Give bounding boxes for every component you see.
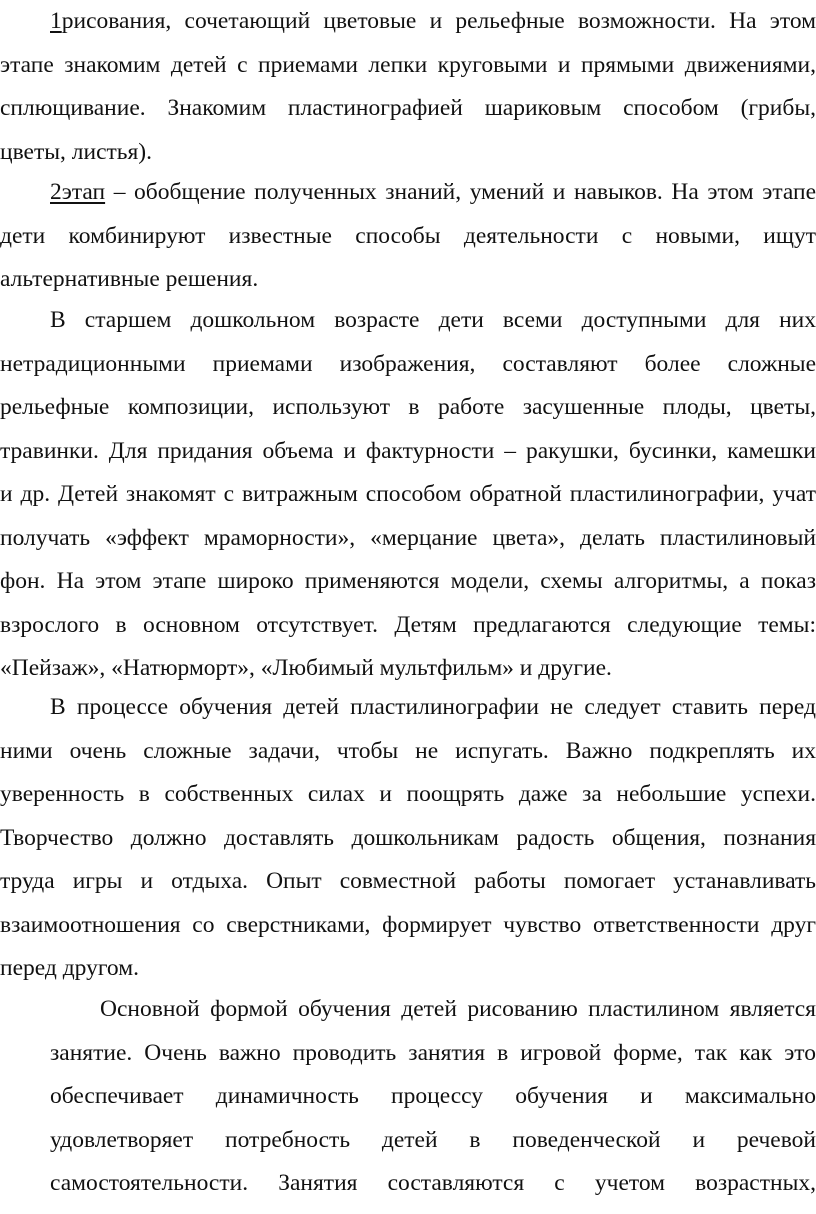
- stage-marker: 1: [50, 8, 62, 34]
- paragraph-line: дети комбинируют известные способы деятельности с новыми, ищут: [0, 222, 816, 249]
- paragraph-line: травинки. Для придания объема и фактурности – ракушки, бусинки, камешки: [0, 437, 816, 464]
- paragraph-line: труда игры и отдыха. Опыт совместной работы помогает устанавливать: [0, 868, 816, 894]
- paragraph-line: перед другом.: [0, 955, 139, 981]
- paragraph-5: [50, 988, 816, 1206]
- paragraph-line: Творчество должно доставлять дошкольникам радость общения, познания: [0, 824, 816, 851]
- paragraph-line: занятие. Очень важно проводить занятия в игровой форме, так как это: [50, 1039, 816, 1066]
- paragraph-line: рельефные композиции, используют в работе засушенные плоды, цветы,: [0, 394, 816, 420]
- paragraph-1: [0, 0, 816, 174]
- paragraph-line: В старшем дошкольном возрасте дети всеми доступными для них: [50, 307, 816, 333]
- paragraph-line: обеспечивает динамичность процессу обучения и максимально: [50, 1083, 816, 1109]
- paragraph-line: взрослого в основном отсутствует. Детям предлагаются следующие темы:: [0, 611, 816, 638]
- paragraph-line: фон. На этом этапе широко применяются модели, схемы алгоритмы, а показ: [0, 568, 816, 594]
- paragraph-line: альтернативные решения.: [0, 266, 259, 292]
- paragraph-line: нетрадиционными приемами изображения, составляют более сложные: [0, 350, 816, 377]
- paragraph-line: уверенность в собственных силах и поощрять даже за небольшие успехи.: [0, 781, 816, 807]
- stage-marker: 2этап: [50, 179, 106, 205]
- paragraph-line: «Пейзаж», «Натюрморт», «Любимый мультфильм» и другие.: [0, 655, 612, 681]
- paragraph-line: сплющивание. Знакомим пластинографией шариковым способом (грибы,: [0, 95, 816, 121]
- paragraph-line: этапе знакомим детей с приемами лепки круговыми и прямыми движениями,: [0, 51, 816, 78]
- paragraph-line: 1рисования, сочетающий цветовые и рельефные возможности. На этом: [50, 8, 816, 34]
- paragraph-line: В процессе обучения детей пластилинографии не следует ставить перед: [50, 694, 816, 720]
- paragraph-line: получать «эффект мраморности», «мерцание цвета», делать пластилиновый: [0, 524, 816, 551]
- paragraph-4: [0, 686, 816, 991]
- paragraph-line: и др. Детей знакомят с витражным способом обратной пластилинографии, учат: [0, 481, 816, 507]
- paragraph-line: взаимоотношения со сверстниками, формирует чувство ответственности друг: [0, 911, 816, 938]
- paragraph-3: [0, 299, 816, 691]
- paragraph-line: 2этап – обобщение полученных знаний, умений и навыков. На этом этапе: [50, 179, 816, 205]
- paragraph-line: ними очень сложные задачи, чтобы не испугать. Важно подкреплять их: [0, 737, 816, 764]
- paragraph-line: самостоятельности. Занятия составляются с учетом возрастных,: [50, 1170, 816, 1196]
- paragraph-2: [0, 171, 816, 302]
- paragraph-line: Основной формой обучения детей рисованию пластилином является: [100, 996, 816, 1022]
- paragraph-line: цветы, листья).: [0, 138, 153, 165]
- paragraph-line: удовлетворяет потребность детей в поведенческой и речевой: [50, 1126, 816, 1153]
